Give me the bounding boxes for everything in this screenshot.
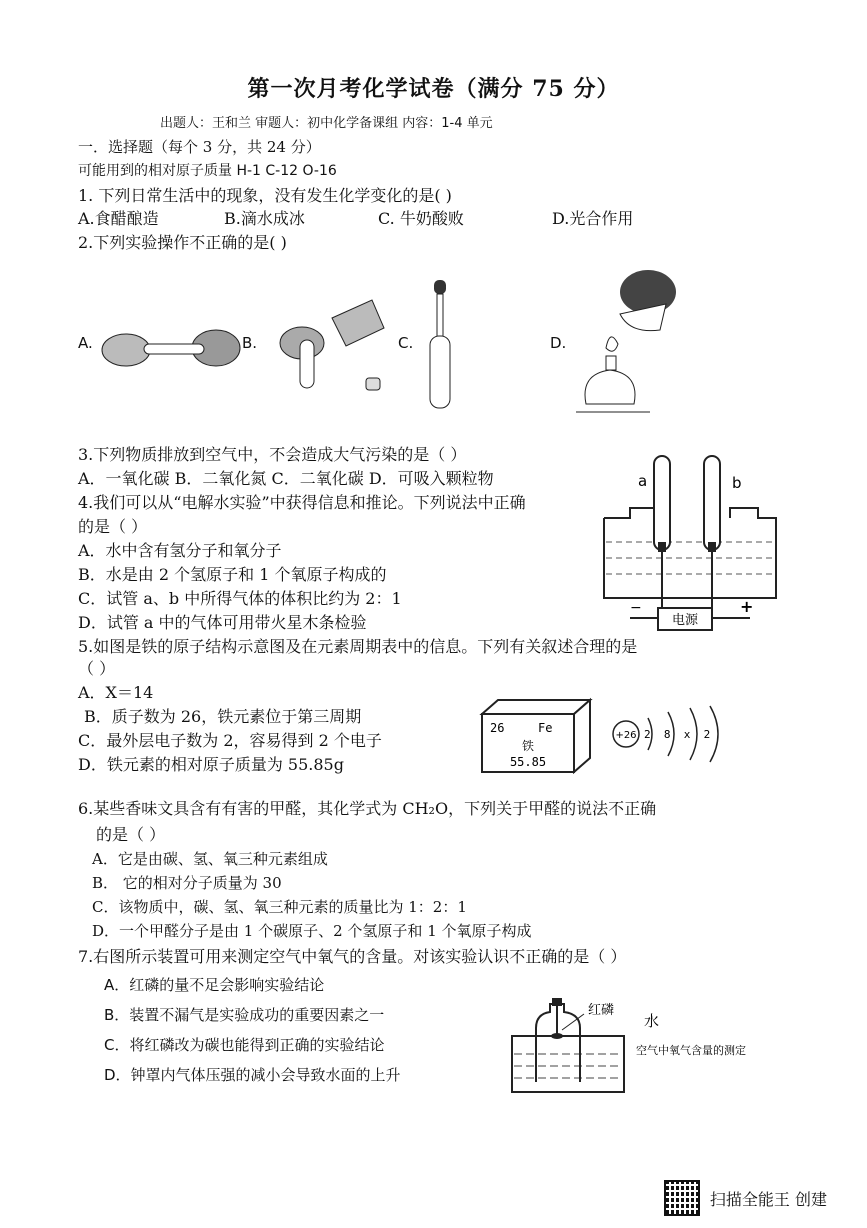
q6-stem-line1: 6.某些香味文具含有有害的甲醛，其化学式为 CH₂O，下列关于甲醛的说法不正确 <box>78 799 657 818</box>
q5-element-name: 铁 <box>521 739 535 753</box>
q7-water-label: 水 <box>644 1012 660 1030</box>
q4-power-label: 电源 <box>671 613 699 628</box>
q5-element-symbol: Fe <box>538 721 553 735</box>
q5-atomic-number: 26 <box>490 721 505 735</box>
watermark-text: 扫描全能王 创建 <box>709 1189 827 1209</box>
q1-option-d: D.光合作用 <box>552 209 634 228</box>
q5-atomic-mass: 55.85 <box>509 755 547 769</box>
q5-periodic-cell <box>476 694 596 774</box>
q5-option-a: A．X＝14 <box>78 683 154 702</box>
q1-option-c: C. 牛奶酸败 <box>378 209 464 228</box>
q2-figure-a-tube-hands <box>96 318 246 378</box>
q5-shell-electrons: 2 8 x 2 <box>644 728 711 741</box>
q2-stem: 2.下列实验操作不正确的是( ) <box>78 233 287 252</box>
q6-option-c: C．该物质中，碳、氢、氧三种元素的质量比为 1：2：1 <box>92 898 467 916</box>
q4-tube-a-label: a <box>638 472 648 490</box>
q7-option-d: D．钟罩内气体压强的减小会导致水面的上升 <box>104 1066 401 1084</box>
q4-stem-line1: 4.我们可以从“电解水实验”中获得信息和推论。下列说法中正确 <box>78 493 526 512</box>
q6-option-d: D．一个甲醛分子是由 1 个碳原子、2 个氢原子和 1 个氧原子构成 <box>92 922 532 940</box>
q2-label-a: A. <box>78 334 93 352</box>
q6-stem-line2: 的是（ ） <box>96 825 166 844</box>
q2-figure-b-pouring <box>262 288 392 398</box>
q6-option-b: B． 它的相对分子质量为 30 <box>92 874 282 892</box>
q4-plus-sign: + <box>740 597 754 616</box>
scanner-watermark <box>664 1180 827 1216</box>
q7-phosphorus-label: 红磷 <box>588 1003 615 1018</box>
q3-stem: 3.下列物质排放到空气中，不会造成大气污染的是（ ） <box>78 445 467 464</box>
q5-stem-line1: 5.如图是铁的原子结构示意图及在元素周期表中的信息。下列有关叙述合理的是 <box>78 637 638 656</box>
section-heading: 一．选择题（每个 3 分，共 24 分） <box>78 138 321 156</box>
q7-figure-caption: 空气中氧气含量的测定 <box>636 1044 746 1057</box>
q7-oxygen-apparatus <box>508 992 778 1096</box>
q5-stem-line2: （ ） <box>78 659 116 678</box>
q4-option-d: D．试管 a 中的气体可用带火星木条检验 <box>78 613 367 632</box>
q4-option-b: B．水是由 2 个氢原子和 1 个氧原子构成的 <box>78 565 387 584</box>
q4-tube-b-label: b <box>732 474 742 492</box>
q7-option-b: B．装置不漏气是实验成功的重要因素之一 <box>104 1006 385 1024</box>
q4-minus-sign: − <box>630 600 642 616</box>
q4-option-c: C．试管 a、b 中所得气体的体积比约为 2：1 <box>78 589 402 608</box>
q3-options: A．一氧化碳 B．二氧化氮 C．二氧化碳 D．可吸入颗粒物 <box>78 469 494 488</box>
page-title: 第一次月考化学试卷（满分 75 分） <box>247 76 620 102</box>
q5-nucleus-charge: +26 <box>615 730 637 741</box>
q1-stem: 1. 下列日常生活中的现象，没有发生化学变化的是( ) <box>78 186 452 205</box>
atomic-masses: 可能用到的相对原子质量 H-1 C-12 O-16 <box>78 163 337 179</box>
q1-option-b: B.滴水成冰 <box>224 209 305 228</box>
q1-option-a: A.食醋酿造 <box>78 209 159 228</box>
q6-option-a: A．它是由碳、氢、氧三种元素组成 <box>92 850 328 868</box>
q2-label-b: B. <box>242 334 258 352</box>
q2-label-c: C. <box>398 334 414 352</box>
q5-option-b: B．质子数为 26，铁元素位于第三周期 <box>84 707 362 726</box>
q7-option-c: C．将红磷改为碳也能得到正确的实验结论 <box>104 1036 385 1054</box>
qr-code-icon <box>664 1180 700 1216</box>
q2-figure-c-dropper <box>420 276 460 412</box>
q5-atom-structure <box>606 704 736 764</box>
q2-figure-d-alcohol-lamp <box>570 264 680 424</box>
exam-meta: 出题人：王和兰 审题人：初中化学备课组 内容：1-4 单元 <box>160 116 493 131</box>
q7-option-a: A．红磷的量不足会影响实验结论 <box>104 976 325 994</box>
q4-electrolysis-figure <box>600 452 780 638</box>
q4-option-a: A．水中含有氢分子和氧分子 <box>78 541 282 560</box>
q7-stem: 7.右图所示装置可用来测定空气中氧气的含量。对该实验认识不正确的是（ ） <box>78 947 627 966</box>
q2-label-d: D. <box>550 334 567 352</box>
q5-option-c: C．最外层电子数为 2，容易得到 2 个电子 <box>78 731 382 750</box>
q4-stem-line2: 的是（ ） <box>78 517 148 536</box>
q5-option-d: D．铁元素的相对原子质量为 55.85g <box>78 755 344 774</box>
